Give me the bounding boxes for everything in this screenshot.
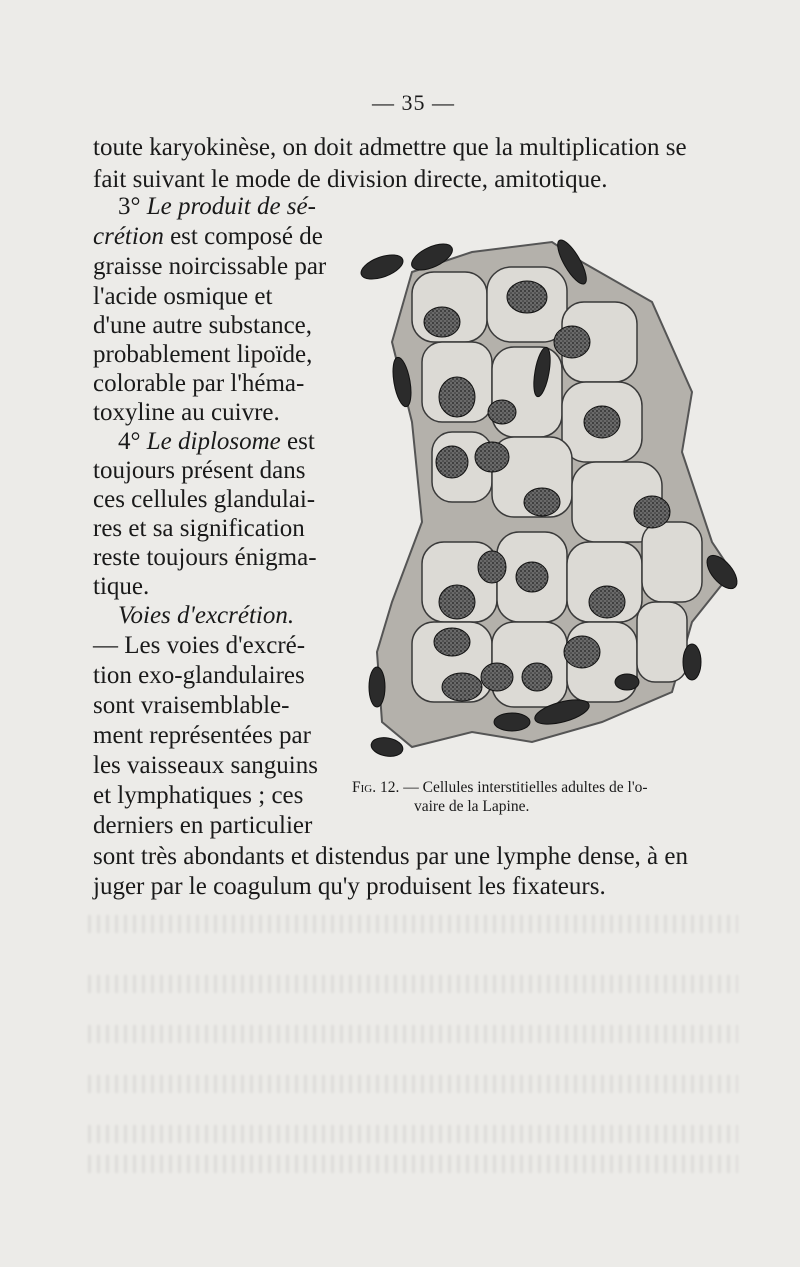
bleed-through — [88, 1025, 738, 1043]
text-line: derniers en particulier — [93, 812, 313, 839]
para4-number: 4° — [118, 428, 141, 455]
page-number: — 35 — — [372, 90, 455, 115]
text-line: ment représentées par — [93, 722, 311, 749]
text-line: probablement lipoïde, — [93, 341, 313, 368]
text-line: toute karyokinèse, on doit admettre que la multiplication se — [93, 134, 687, 161]
text-line: graisse noircissable par — [93, 253, 327, 280]
text-line: res et sa signification — [93, 515, 305, 542]
text-line: ces cellules glandulai- — [93, 486, 316, 513]
para3-title-part2: crétion — [93, 223, 164, 250]
text-line: sont très abondants et distendus par une lymphe dense, à en — [93, 843, 688, 870]
text-line: sont vraisemblable- — [93, 692, 290, 719]
text-line — [93, 222, 323, 252]
bleed-through — [88, 1075, 738, 1093]
para3-heading — [118, 192, 316, 222]
caption-line1: — Cellules interstitielles adultes de l'o- — [399, 779, 648, 796]
histology-figure — [352, 222, 742, 767]
text-line: toxyline au cuivre. — [93, 399, 280, 426]
para4-heading — [118, 427, 315, 457]
text-line: tion exo-glandulaires — [93, 662, 305, 689]
text-line: d'une autre substance, — [93, 312, 313, 339]
bleed-through — [88, 1125, 738, 1143]
figure-caption — [352, 778, 742, 816]
bleed-through — [88, 975, 738, 993]
para3-number: 3° — [118, 193, 141, 220]
text-line: tique. — [93, 573, 150, 600]
text-line: reste toujours énigma- — [93, 544, 317, 571]
para3-title-part1: Le produit de sé- — [146, 193, 316, 220]
voies-title: Voies d'excrétion. — [118, 602, 295, 629]
text-line: et lymphatiques ; ces — [93, 782, 304, 809]
text-line: colorable par l'héma- — [93, 370, 305, 397]
figure-label: Fig. 12. — [352, 779, 400, 796]
bleed-through — [88, 1155, 738, 1173]
text-line: l'acide osmique et — [93, 283, 273, 310]
para3-rest: est composé de — [163, 223, 323, 250]
text-line: toujours présent dans — [93, 457, 306, 484]
text-line: juger par le coagulum qu'y produisent les fixateurs. — [93, 873, 606, 900]
text-line: — Les voies d'excré- — [93, 632, 306, 659]
para4-title: Le diplosome — [146, 428, 281, 455]
bleed-through — [88, 915, 738, 933]
text-line: fait suivant le mode de division directe, amitotique. — [93, 166, 608, 193]
caption-line2: vaire de la Lapine. — [414, 798, 530, 815]
text-line: les vaisseaux sanguins — [93, 752, 318, 779]
para4-rest: est — [280, 428, 315, 455]
